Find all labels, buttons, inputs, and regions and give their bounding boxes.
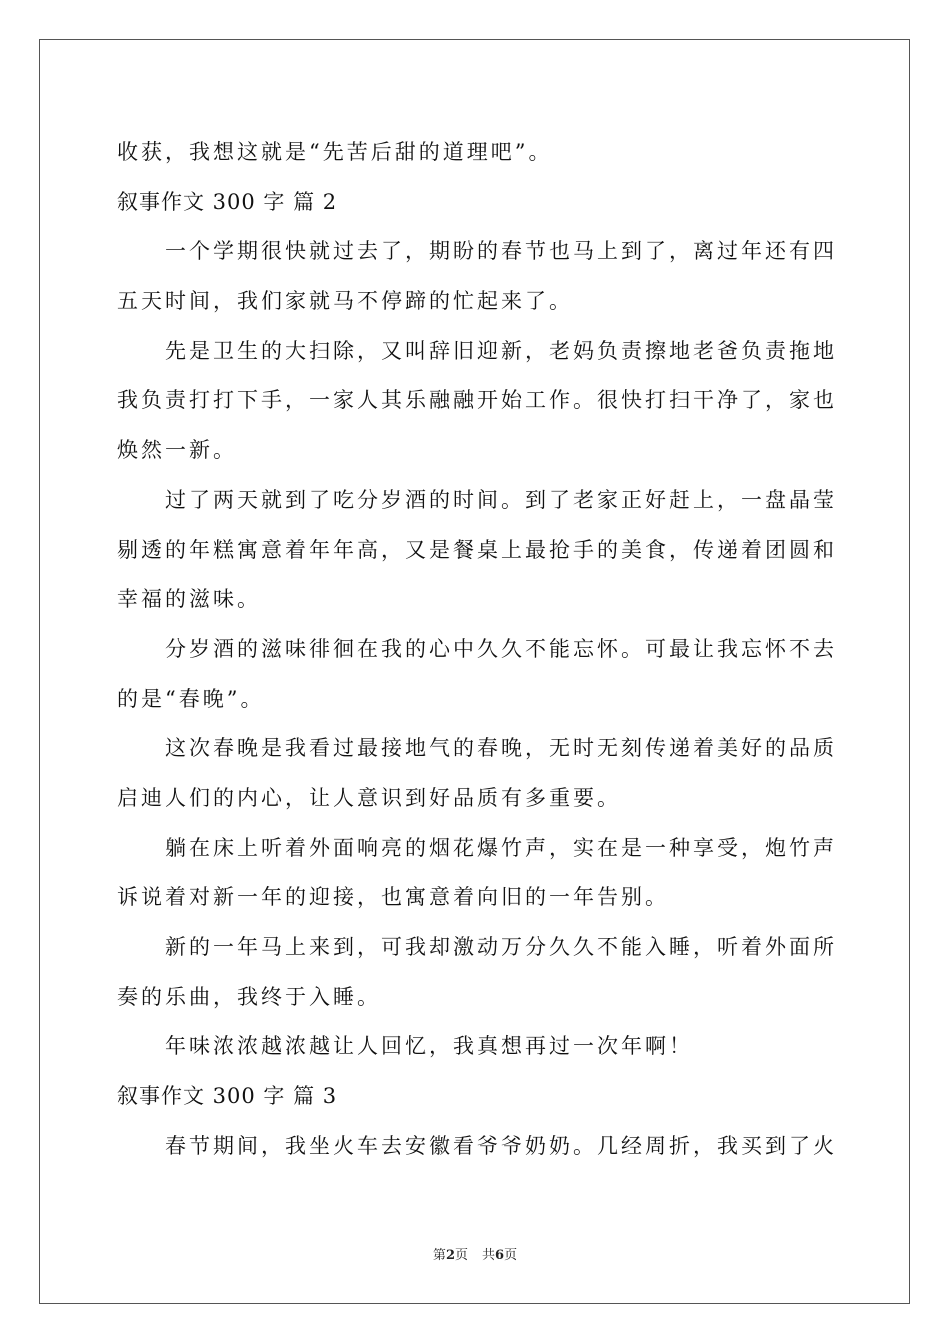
total-prefix: 共 bbox=[482, 1248, 496, 1263]
page-footer bbox=[0, 1246, 950, 1266]
paragraph-start: 新的一年马上来到，可我却激动万分久久不能入睡，听着外面所 bbox=[165, 935, 837, 959]
paragraph-start: 过了两天就到了吃分岁酒的时间。到了老家正好赶上，一盘晶莹 bbox=[165, 487, 837, 512]
text-line: 诉说着对新一年的迎接，也寓意着向旧的一年告别。 bbox=[117, 885, 669, 910]
total-suffix: 页 bbox=[504, 1248, 518, 1263]
paragraph-start: 这次春晚是我看过最接地气的春晚，无时无刻传递着美好的品质 bbox=[165, 736, 837, 761]
page-prefix: 第 bbox=[432, 1248, 446, 1263]
text-line: 剔透的年糕寓意着年年高，又是餐桌上最抢手的美食，传递着团圆和 bbox=[117, 537, 837, 562]
text-line: 启迪人们的内心，让人意识到好品质有多重要。 bbox=[117, 785, 621, 810]
document-body bbox=[117, 128, 837, 1171]
paragraph-start: 先是卫生的大扫除，又叫辞旧迎新，老妈负责擦地老爸负责拖地 bbox=[165, 338, 837, 363]
page-number: 2 bbox=[445, 1248, 455, 1263]
paragraph-start: 躺在床上听着外面响亮的烟花爆竹声，实在是一种享受，炮竹声 bbox=[165, 835, 837, 860]
text-line: 五天时间，我们家就马不停蹄的忙起来了。 bbox=[117, 289, 573, 314]
paragraph-start: 年味浓浓越浓越让人回忆，我真想再过一次年啊！ bbox=[165, 1034, 693, 1059]
text-line: 收获，我想这就是“先苦后甜的道理吧”。 bbox=[117, 140, 553, 164]
total-pages: 6 bbox=[495, 1248, 505, 1263]
text-line: 的是“春晚”。 bbox=[117, 686, 265, 711]
paragraph-start: 一个学期很快就过去了，期盼的春节也马上到了，离过年还有四 bbox=[165, 239, 837, 264]
text-line: 奏的乐曲，我终于入睡。 bbox=[117, 984, 381, 1009]
text-line: 幸福的滋味。 bbox=[117, 587, 261, 612]
page-suffix: 页 bbox=[454, 1248, 468, 1263]
text-line: 焕然一新。 bbox=[117, 438, 237, 463]
section-heading: 叙事作文 300 字 篇 2 bbox=[117, 189, 338, 214]
text-line: 我负责打打下手，一家人其乐融融开始工作。很快打扫干净了，家也 bbox=[117, 388, 837, 413]
section-heading: 叙事作文 300 字 篇 3 bbox=[117, 1084, 338, 1109]
paragraph-start: 分岁酒的滋味徘徊在我的心中久久不能忘怀。可最让我忘怀不去 bbox=[165, 636, 837, 661]
paragraph-start: 春节期间，我坐火车去安徽看爷爷奶奶。几经周折，我买到了火 bbox=[165, 1133, 837, 1158]
